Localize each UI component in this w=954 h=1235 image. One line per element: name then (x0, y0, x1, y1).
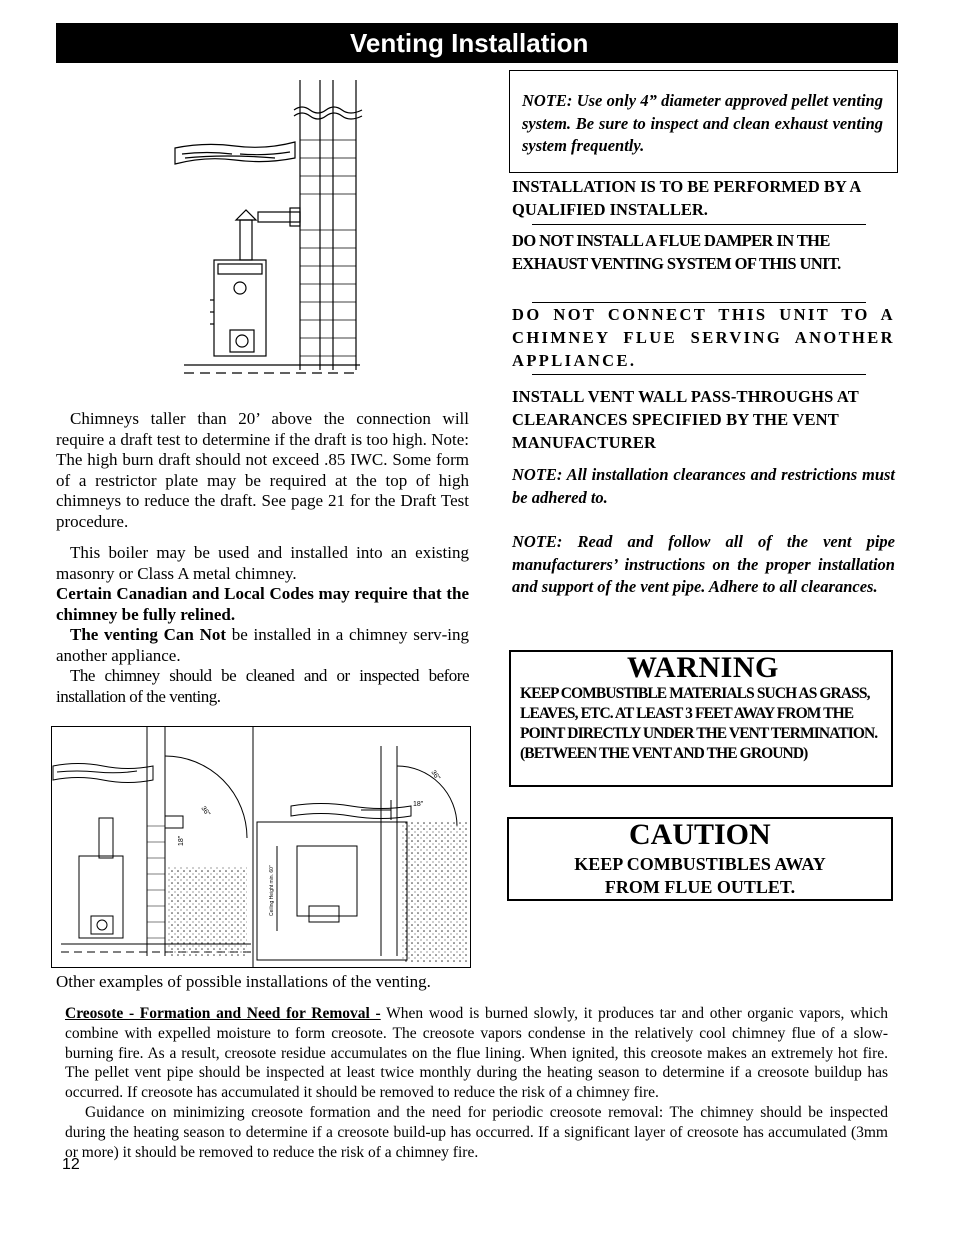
caution-line-1: KEEP COMBUSTIBLES AWAY (574, 854, 826, 874)
clearance-label-18-right: 18" (413, 801, 424, 808)
can-not-bold: The venting Can Not (70, 625, 227, 644)
page-number: 12 (62, 1156, 80, 1173)
can-not-rest: be installed in a chimney serv-ing another appliance. (56, 625, 469, 665)
relined-code-text: Certain Canadian and Local Codes may require that the chimney be fully relined. (56, 584, 469, 624)
creosote-text-1: When wood is burned slowly, it produces tar and other organic vapors, which combine with expelled moisture to form creosote. The creosote vapors condense in the relatively cool chimney flue of a slow-burning fire. As a result, creosote residue accumulates on the flue lining. When ignited, this creosote makes an extremely hot fire. The pellet vent pipe should be inspected at least twice monthly during the heating season to determine if a creosote buildup has occurred. If creosote has accumulated it should be removed to reduce the risk of a chimney fire. (65, 1005, 888, 1102)
vent-diameter-note: NOTE: Use only 4” diameter approved pellet venting system. Be sure to inspect and clean exhaust venting system frequently. (509, 70, 898, 173)
no-flue-damper-notice: DO NOT INSTALL A FLUE DAMPER IN THE EXHAUST VENTING SYSTEM OF THIS UNIT. (512, 231, 841, 273)
creosote-heading: Creosote - Formation and Need for Removal - (65, 1005, 381, 1022)
alternate-installations-diagram (51, 726, 471, 968)
cleaning-text: The chimney should be cleaned and or inspected before installation of the venting. (56, 666, 469, 706)
caution-box (507, 817, 893, 901)
divider (532, 374, 866, 375)
clearance-label-18-left: 18" (178, 835, 185, 846)
ceiling-height-label: Ceiling Height min. 60" (269, 865, 275, 916)
can-not-sentence (56, 625, 469, 666)
qualified-installer-notice: INSTALLATION IS TO BE PERFORMED BY A QUALIFIED INSTALLER. (512, 177, 861, 219)
figure-caption: Other examples of possible installations of the venting. (56, 972, 431, 991)
chimney-installation-diagram (170, 80, 370, 380)
draft-test-paragraph (56, 409, 469, 532)
creosote-paragraph-1 (65, 1005, 888, 1101)
caution-title: CAUTION (629, 818, 771, 851)
warning-text: KEEP COMBUSTIBLE MATERIALS SUCH AS GRASS, LEAVES, ETC. AT LEAST 3 FEET AWAY FROM THE POINT DIRECTLY UNDER THE VENT TERMINATION. (BETWEEN THE VENT AND THE GROUND) (520, 685, 878, 762)
chimney-existing-text: This boiler may be used and installed into an existing masonry or Class A metal chimney. (56, 543, 469, 583)
creosote-section (65, 1004, 888, 1162)
clearance-label-36-left: 36" (199, 805, 211, 818)
chimney-paragraph (56, 543, 469, 707)
creosote-text-2: Guidance on minimizing creosote formation and the need for periodic creosote removal: The chimney should be inspected during the heating season to determine if a creosote build-up has occurred. If a significant layer of creosote has accumulated (3mm or more) it should be removed to reduce the risk of a chimney fire. (65, 1103, 888, 1161)
warning-box (509, 650, 893, 787)
page-title: Venting Installation (56, 23, 898, 63)
no-shared-flue-notice: DO NOT CONNECT THIS UNIT TO A CHIMNEY FLUE SERVING ANOTHER APPLIANCE. (512, 305, 895, 370)
divider (532, 224, 866, 225)
draft-test-text: Chimneys taller than 20’ above the connection will require a draft test to determine if the draft is too high. Note: The high burn draft should not exceed .85 IWC. Some form of a restrictor plate may be required at the top of high chimneys to reduce the draft. See page 21 for the Draft Test procedure. (56, 409, 469, 531)
warning-title: WARNING (627, 651, 779, 684)
clearances-note: NOTE: All installation clearances and restrictions must be adhered to. (512, 465, 895, 507)
pass-through-notice: INSTALL VENT WALL PASS-THROUGHS AT CLEARANCES SPECIFIED BY THE VENT MANUFACTURER (512, 387, 859, 452)
manufacturer-instructions-note: NOTE: Read and follow all of the vent pipe manufacturers’ instructions on the proper installation and support of the vent pipe. Adhere to all clearances. (512, 532, 895, 596)
caution-line-2: FROM FLUE OUTLET. (604, 877, 796, 897)
clearance-label-36-right: 36" (429, 769, 441, 782)
